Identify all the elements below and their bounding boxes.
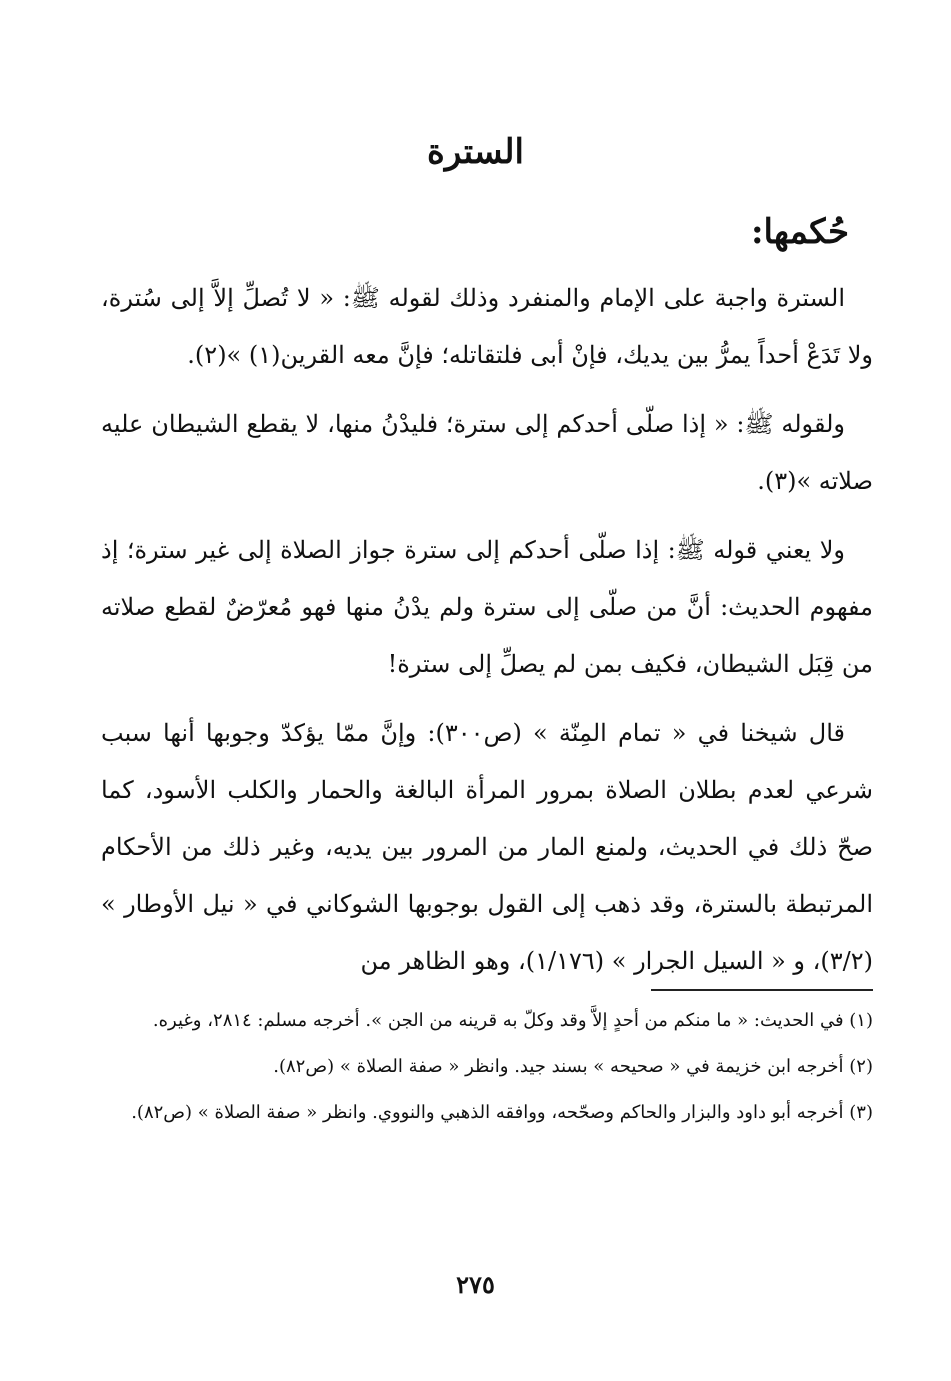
- footnote: (٢) أخرجه ابن خزيمة في « صحيحه » بسند جيد. وانظر « صفة الصلاة » (ص٨٢).: [273, 1056, 873, 1077]
- paragraph: قال شيخنا في « تمام المِنّة » (ص٣٠٠): وإنَّ ممّا يؤكدّ وجوبها أنها سبب شرعي لعدم بطلان الصلاة بمرور المرأة البالغة والحمار والكلب الأسود، كما صحّ ذلك في الحديث، ولمنع المار من المرور بين يديه، وغير ذلك من الأحكام المرتبطة بالسترة، وقد ذهب إلى القول بوجوبها الشوكاني في « نيل الأوطار » (٣/٢)، و « السيل الجرار » (١/١٧٦)، وهو الظاهر من: [101, 719, 873, 975]
- paragraph: ولقوله ﷺ: « إذا صلّى أحدكم إلى سترة؛ فليدْنُ منها، لا يقطع الشيطان عليه صلاته »(٣).: [101, 410, 873, 495]
- section-heading: حُكمها:: [750, 212, 849, 252]
- footnote: (١) في الحديث: « ما منكم من أحدٍ إلاَّ وقد وكلّ به قرينه من الجن ». أخرجه مسلم: ٢٨١٤، وغيره.: [152, 1010, 873, 1031]
- main-text: [101, 270, 873, 1002]
- paragraph: السترة واجبة على الإمام والمنفرد وذلك لقوله ﷺ: « لا تُصلِّ إلاَّ إلى سُترة، ولا تَدَعْ أحداً يمرُّ بين يديك، فإنْ أبى فلتقاتله؛ فإنَّ معه القرين(١) »(٢).: [101, 284, 873, 369]
- footnote-divider: [651, 989, 873, 991]
- chapter-title: السترة: [427, 132, 524, 172]
- footnote: (٣) أخرجه أبو داود والبزار والحاكم وصحّحه، ووافقه الذهبي والنووي. وانظر « صفة الصلاة » (ص٨٢).: [131, 1102, 873, 1123]
- page-number: ٢٧٥: [456, 1270, 495, 1299]
- footnotes: [101, 1002, 873, 1140]
- paragraph: ولا يعني قوله ﷺ: إذا صلّى أحدكم إلى سترة جواز الصلاة إلى غير سترة؛ إذ مفهوم الحديث: أنَّ من صلّى إلى سترة ولم يدْنُ منها فهو مُعرّضٌ لقطع صلاته من قِبَل الشيطان، فكيف بمن لم يصلِّ إلى سترة!: [101, 536, 874, 678]
